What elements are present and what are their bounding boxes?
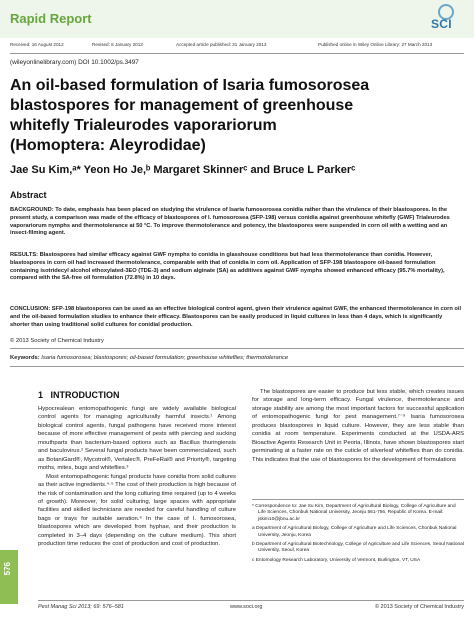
body-column-left [38, 405, 236, 549]
title-line-2: blastospores for management of greenhouse [10, 97, 354, 114]
sci-logo [428, 4, 462, 34]
divider [10, 53, 464, 54]
accepted-date: Accepted article published: 31 January 2013 [176, 42, 267, 47]
section-title: INTRODUCTION [50, 390, 120, 400]
revised-date: Revised: 8 January 2013 [92, 42, 143, 47]
divider [10, 366, 464, 367]
abstract-heading: Abstract [10, 190, 47, 200]
footer-divider [38, 600, 464, 601]
received-date: Received: 16 August 2012 [10, 42, 64, 47]
results-label: RESULTS: [10, 252, 39, 258]
abstract-copyright: © 2013 Society of Chemical Industry [10, 338, 104, 344]
keywords-text: Isaria fumosorosea; blastospores; oil-based formulation; greenhouse whiteflies; thermotolerance [41, 355, 289, 361]
conclusion-label: CONCLUSION: [10, 306, 51, 312]
doi-link[interactable]: (wileyonlinelibrary.com) DOI 10.1002/ps.3497 [10, 59, 139, 66]
conclusion-text: SFP-198 blastospores can be used as an effective biological control agent, given their virulence against GWF, the enhanced thermotolerance in corn oil and the oil-based formulation studies to enhance their efficacy. Blastospores can be easily produced in liquid cultures in less than 4 days, which is significantly shorter than using traditional solid cultures for conidial production. [10, 306, 462, 328]
footer-copyright: © 2013 Society of Chemical Industry [374, 604, 464, 610]
page-number: 576 [3, 562, 12, 576]
title-line-4: (Homoptera: Aleyrodidae) [10, 137, 206, 154]
correspondence-footnote: * Correspondence to: Jae Su Kim, Department of Agricultural Biology, College of Agriculture and Life Sciences, Chonbuk National University, Jeonju 561-756, Republic of Korea. E-mail: jskim10@jbnu.ac.kr [252, 504, 456, 522]
publication-dates [10, 42, 464, 52]
footnote-divider [252, 499, 464, 500]
journal-website[interactable]: www.soci.org [230, 604, 263, 610]
report-type-label: Rapid Report [10, 11, 92, 26]
affiliation-c: c Entomology Research Laboratory, University of Vermont, Burlington, VT, USA [252, 557, 421, 563]
title-line-3: whitefly Trialeurodes vaporariorum [10, 117, 277, 134]
affiliation-a: a Department of Agricultural Biology, College of Agriculture and Life Sciences, Chonbuk National University, Jeonju, Korea [252, 526, 457, 538]
footnotes [252, 504, 464, 567]
article-title [10, 76, 462, 156]
affiliation-b: b Department of Agricultural Biotechnology, College of Agriculture and Life Sciences, Seoul National University, Seoul, Korea [252, 542, 464, 554]
keywords [10, 355, 462, 361]
intro-paragraph-2: Most entomopathogenic fungal products have conidia from solid cultures as their active ingredients.⁴·⁵ The cost of their production is high because of the risk of contamination and the long culturing time required (up to 4 weeks of growth). Moreover, for solid culturing, large spaces with appropriate facilities and skilled technicians are needed for careful handling of culture bags or trays for suitable aeration.⁶ In the case of I. fumosorosea, blastospores which are developed from hyphae, and their production is completed in 3–4 days (depending on the culture medium). This short production time reduces the cost of production and cost of production. [38, 473, 236, 548]
page-number-tab [0, 550, 18, 604]
journal-citation: Pest Manag Sci 2013; 69: 576–581 [38, 604, 124, 610]
divider [10, 348, 464, 349]
background-label: BACKGROUND: [10, 207, 54, 213]
intro-paragraph-1: Hypocrealean entomopathogenic fungi are widely available biological control agents for managing agriculturally harmful insects.¹ Among biological control agents, fungal pathogens have received more interest because of more effective management of pests with piercing and sucking mouthparts than bacterium-based options such as Bacillus thuringiensis and baculovirus.² Several fungal products have been commercialized, such as BotaniGard®, Mycotrol®, Vertalec®, PreFeRal® and Priority®, targeting moths, mites, bugs and whiteflies.³ [38, 406, 236, 472]
results-text: Blastospores had similar efficacy against GWF nymphs to conidia in glasshouse conditions but had less thermotolerance than conidia. However, blastospores in corn oil had increased thermotolerance, comparable with that of conidia in corn oil. Application of SFP-198 blastospore oil-based formulation containing isotridecyl alcohol ethoxylated-3EO (TDE-3) and sodium alginate (SA) as additives against GWF nymphs showed enhanced efficacy (95.7% mortality), compared with the SA-free oil formulation (72.8%) in 10 days. [10, 252, 445, 282]
background-text: To date, emphasis has been placed on studying the virulence of Isaria fumosorosea conidia rather than the virulence of their blastospores. In the present study, a comparison was made of the efficacy of blastospores of I. fumosorosea (SFP-198) versus conidia against greenhouse whitefly (GWF) Trialeurodes vaporariorum nymphs and thermotolerance at 50 °C. To improve thermotolerance and potency, the blastospores were suspended in corn oil with a wetting and an insect-filming agent. [10, 207, 450, 237]
page-footer [38, 604, 464, 614]
title-line-1: An oil-based formulation of Isaria fumosorosea [10, 77, 370, 94]
keywords-label: Keywords: [10, 355, 40, 361]
author-list: Jae Su Kim,ᵃ* Yeon Ho Je,ᵇ Margaret Skinnerᶜ and Bruce L Parkerᶜ [10, 164, 356, 176]
abstract-background [10, 207, 462, 238]
sci-logo-wordmark: SCI [431, 17, 452, 31]
section-heading-introduction [38, 390, 120, 400]
abstract-results [10, 252, 462, 283]
journal-header-band [0, 0, 474, 38]
body-column-right [252, 388, 464, 464]
intro-paragraph-3: The blastospores are easier to produce but less stable, which creates issues for storage and long-term efficacy. Fungal virulence, thermotolerance and storage stability are among the most important factors for successful application of entomopathogenic fungi for pest management.⁷⁻⁹ Isaria fumosorosea produces blastospores in liquid culture. However, they are less stable than conidia at room temperature. Experiments conducted at the USDA-ARS Bioactive Agents Research Unit in Peoria, Illinois, have shown blastospores start germinating at a faster rate on the cuticle of silverleaf whiteflies than do conidia. This indicates that the use of blastospores for the development of formulations [252, 389, 464, 463]
section-number: 1 [38, 390, 44, 400]
published-date: Published online in Wiley Online Library: 27 March 2013 [318, 42, 433, 47]
abstract-conclusion [10, 306, 462, 329]
